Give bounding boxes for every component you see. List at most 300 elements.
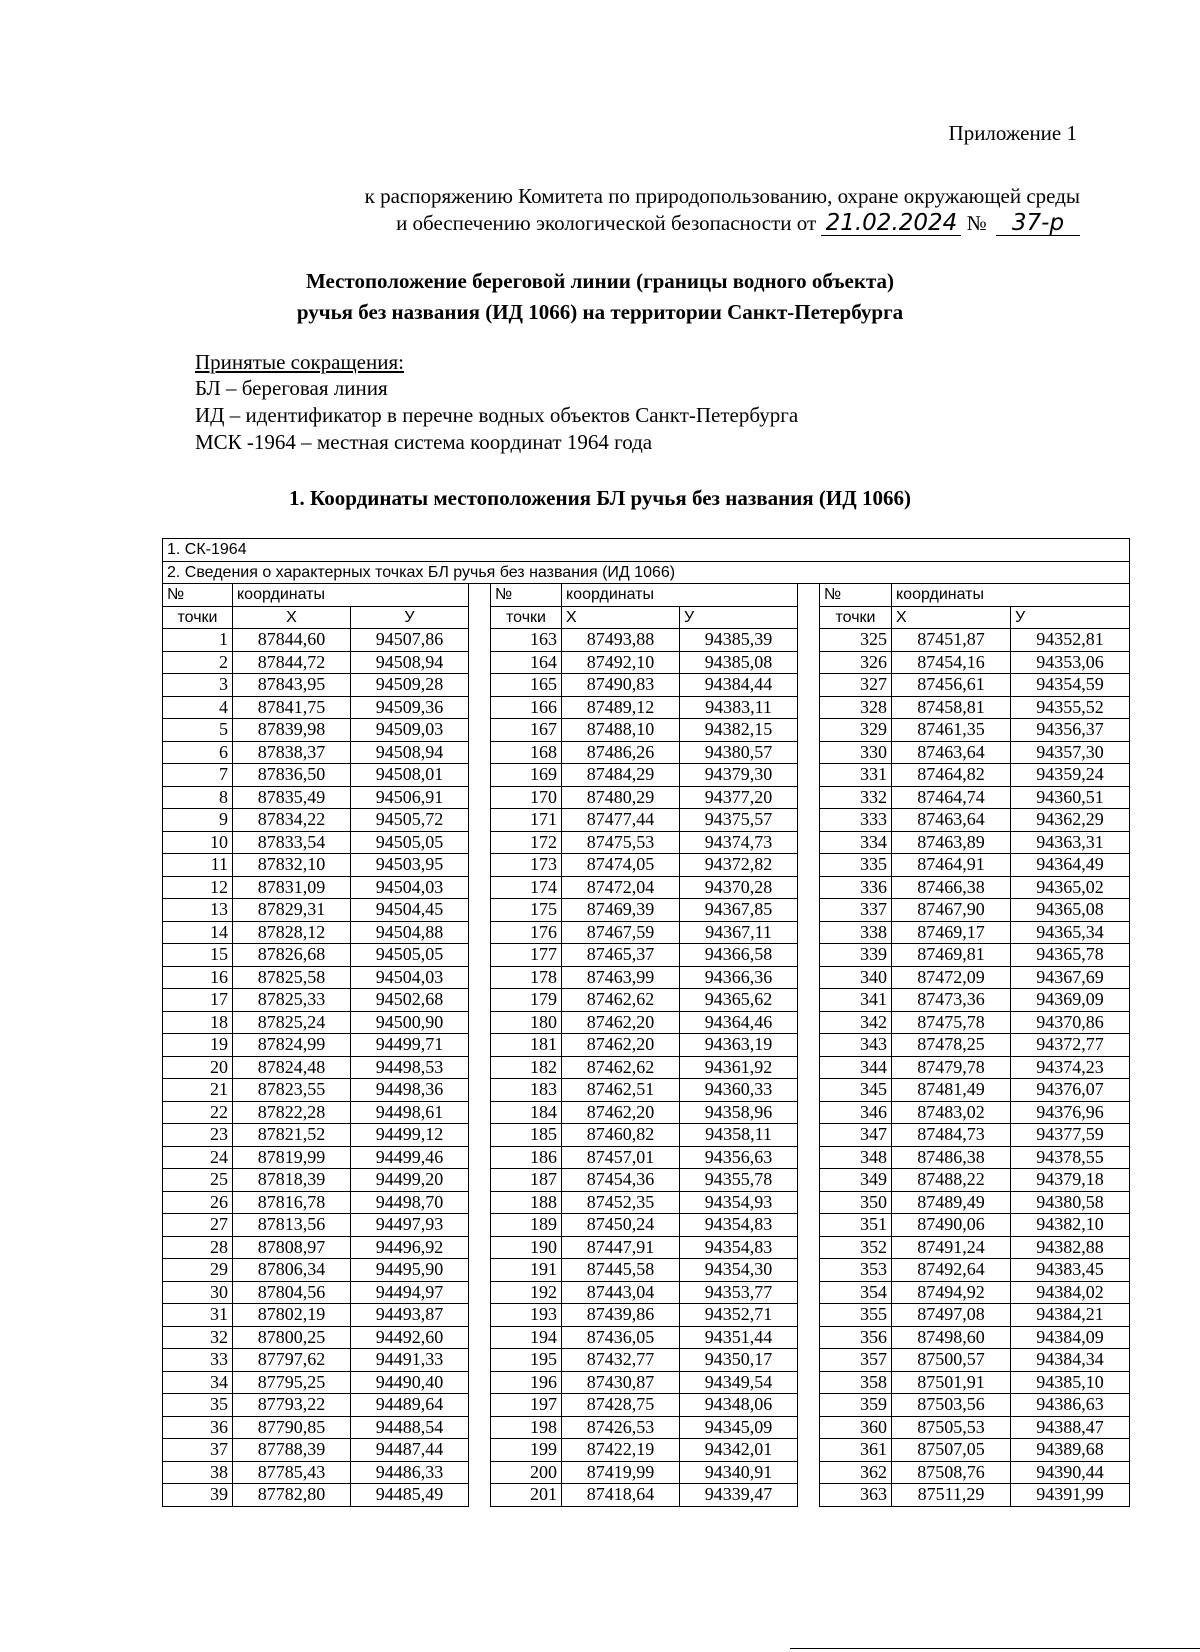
coord-x-cell: 87484,29 [562, 764, 680, 787]
coord-x-cell: 87463,99 [562, 966, 680, 989]
table-row [163, 719, 1130, 742]
coord-x-cell: 87494,92 [892, 1281, 1011, 1304]
coord-y-cell: 94365,62 [680, 989, 798, 1012]
coord-y-cell: 94376,96 [1011, 1101, 1130, 1124]
column-gap [469, 1124, 491, 1147]
point-number-cell: 328 [820, 696, 892, 719]
section-title: 1. Координаты местоположения БЛ ручья без названия (ИД 1066) [289, 486, 911, 510]
coord-x-cell: 87844,72 [233, 651, 351, 674]
point-number-cell: 200 [491, 1461, 562, 1484]
table-row [163, 876, 1130, 899]
column-gap [469, 719, 491, 742]
column-gap [469, 764, 491, 787]
coord-y-cell: 94354,30 [680, 1259, 798, 1282]
coord-y-cell: 94493,87 [351, 1304, 469, 1327]
table-row [163, 741, 1130, 764]
table-row [163, 1349, 1130, 1372]
column-gap [798, 651, 820, 674]
column-gap [469, 1439, 491, 1462]
coord-x-cell: 87511,29 [892, 1484, 1011, 1507]
coord-y-cell: 94509,36 [351, 696, 469, 719]
point-number-cell: 6 [163, 741, 233, 764]
document-title-line-1: Местоположение береговой линии (границы водного объекта) [305, 269, 895, 293]
table-row [163, 1079, 1130, 1102]
coord-x-cell: 87826,68 [233, 944, 351, 967]
coord-y-cell: 94505,05 [351, 944, 469, 967]
coord-y-cell: 94362,29 [1011, 809, 1130, 832]
coord-y-cell: 94499,71 [351, 1034, 469, 1057]
coord-x-cell: 87797,62 [233, 1349, 351, 1372]
column-gap [469, 921, 491, 944]
column-gap [469, 1304, 491, 1327]
coord-x-cell: 87467,59 [562, 921, 680, 944]
coord-y-cell: 94354,93 [680, 1191, 798, 1214]
coord-x-cell: 87458,81 [892, 696, 1011, 719]
coord-x-cell: 87418,64 [562, 1484, 680, 1507]
coord-x-cell: 87489,49 [892, 1191, 1011, 1214]
point-number-cell: 336 [820, 876, 892, 899]
coord-y-cell: 94365,02 [1011, 876, 1130, 899]
coord-x-cell: 87480,29 [562, 786, 680, 809]
column-gap [798, 1214, 820, 1237]
coord-x-cell: 87498,60 [892, 1326, 1011, 1349]
coord-x-cell: 87795,25 [233, 1371, 351, 1394]
point-number-cell: 192 [491, 1281, 562, 1304]
point-number-cell: 18 [163, 1011, 233, 1034]
table-row [163, 944, 1130, 967]
point-number-cell: 187 [491, 1169, 562, 1192]
coord-x-cell: 87454,16 [892, 651, 1011, 674]
table-row [163, 1281, 1130, 1304]
coord-x-cell: 87457,01 [562, 1146, 680, 1169]
point-number-cell: 5 [163, 719, 233, 742]
point-number-cell: 361 [820, 1439, 892, 1462]
point-number-cell: 26 [163, 1191, 233, 1214]
column-header-x: X [233, 606, 351, 629]
column-gap [469, 966, 491, 989]
coord-y-cell: 94365,78 [1011, 944, 1130, 967]
coord-x-cell: 87488,22 [892, 1169, 1011, 1192]
number-sign: № [966, 211, 987, 235]
coord-y-cell: 94374,23 [1011, 1056, 1130, 1079]
table-row [163, 1394, 1130, 1417]
coord-x-cell: 87463,89 [892, 831, 1011, 854]
coord-y-cell: 94504,03 [351, 966, 469, 989]
column-gap [469, 876, 491, 899]
coord-y-cell: 94372,77 [1011, 1034, 1130, 1057]
point-number-cell: 177 [491, 944, 562, 967]
coord-y-cell: 94499,20 [351, 1169, 469, 1192]
table-row [163, 674, 1130, 697]
point-number-cell: 197 [491, 1394, 562, 1417]
coord-y-cell: 94497,93 [351, 1214, 469, 1237]
coord-y-cell: 94504,88 [351, 921, 469, 944]
point-number-cell: 171 [491, 809, 562, 832]
coord-x-cell: 87825,33 [233, 989, 351, 1012]
point-number-cell: 16 [163, 966, 233, 989]
column-header-no: № [163, 584, 233, 607]
column-gap [798, 741, 820, 764]
coord-x-cell: 87825,24 [233, 1011, 351, 1034]
column-header-point: точки [491, 606, 562, 629]
coord-y-cell: 94367,85 [680, 899, 798, 922]
coord-x-cell: 87486,26 [562, 741, 680, 764]
table-system-row [163, 539, 1130, 562]
table-row [163, 1191, 1130, 1214]
column-header-y: У [351, 606, 469, 629]
point-number-cell: 189 [491, 1214, 562, 1237]
coord-x-cell: 87828,12 [233, 921, 351, 944]
coord-y-cell: 94370,28 [680, 876, 798, 899]
table-info-row [163, 561, 1130, 584]
coord-y-cell: 94365,08 [1011, 899, 1130, 922]
column-header-coords: координаты [892, 584, 1130, 607]
coord-x-cell: 87473,36 [892, 989, 1011, 1012]
coord-x-cell: 87466,38 [892, 876, 1011, 899]
point-number-cell: 4 [163, 696, 233, 719]
point-number-cell: 174 [491, 876, 562, 899]
point-number-cell: 170 [491, 786, 562, 809]
appendix-label: Приложение 1 [948, 121, 1077, 145]
coord-x-cell: 87465,37 [562, 944, 680, 967]
point-number-cell: 184 [491, 1101, 562, 1124]
column-gap [798, 1034, 820, 1057]
point-number-cell: 179 [491, 989, 562, 1012]
point-number-cell: 39 [163, 1484, 233, 1507]
table-row [163, 1124, 1130, 1147]
point-number-cell: 355 [820, 1304, 892, 1327]
point-number-cell: 342 [820, 1011, 892, 1034]
column-header-point: точки [820, 606, 892, 629]
coord-x-cell: 87790,85 [233, 1416, 351, 1439]
coord-x-cell: 87422,19 [562, 1439, 680, 1462]
point-number-cell: 163 [491, 629, 562, 652]
column-gap [798, 1124, 820, 1147]
column-gap [469, 1214, 491, 1237]
coord-x-cell: 87460,82 [562, 1124, 680, 1147]
coord-y-cell: 94503,95 [351, 854, 469, 877]
column-gap [798, 606, 820, 629]
column-gap [798, 674, 820, 697]
coord-y-cell: 94383,45 [1011, 1259, 1130, 1282]
coord-y-cell: 94374,73 [680, 831, 798, 854]
coord-y-cell: 94376,07 [1011, 1079, 1130, 1102]
point-number-cell: 185 [491, 1124, 562, 1147]
coord-x-cell: 87839,98 [233, 719, 351, 742]
coord-x-cell: 87469,17 [892, 921, 1011, 944]
point-number-cell: 9 [163, 809, 233, 832]
column-gap [469, 854, 491, 877]
column-gap [469, 606, 491, 629]
coord-y-cell: 94502,68 [351, 989, 469, 1012]
point-number-cell: 360 [820, 1416, 892, 1439]
coord-y-cell: 94498,53 [351, 1056, 469, 1079]
column-gap [798, 1394, 820, 1417]
coord-y-cell: 94354,83 [680, 1214, 798, 1237]
coord-x-cell: 87824,48 [233, 1056, 351, 1079]
table-row [163, 989, 1130, 1012]
coord-y-cell: 94353,77 [680, 1281, 798, 1304]
column-gap [469, 696, 491, 719]
column-gap [469, 944, 491, 967]
coord-x-cell: 87818,39 [233, 1169, 351, 1192]
point-number-cell: 173 [491, 854, 562, 877]
column-gap [798, 831, 820, 854]
column-gap [469, 1146, 491, 1169]
point-number-cell: 359 [820, 1394, 892, 1417]
table-row [163, 786, 1130, 809]
point-number-cell: 352 [820, 1236, 892, 1259]
coord-y-cell: 94342,01 [680, 1439, 798, 1462]
column-gap [798, 1191, 820, 1214]
column-gap [798, 1439, 820, 1462]
column-gap [469, 1011, 491, 1034]
coord-x-cell: 87447,91 [562, 1236, 680, 1259]
coord-y-cell: 94384,34 [1011, 1349, 1130, 1372]
coord-y-cell: 94354,59 [1011, 674, 1130, 697]
coord-x-cell: 87835,49 [233, 786, 351, 809]
footer-rule [790, 1648, 1200, 1649]
abbreviation-item: ИД – идентификатор в перечне водных объектов Санкт-Петербурга [195, 403, 799, 427]
column-gap [469, 831, 491, 854]
column-header-coords: координаты [562, 584, 798, 607]
coord-x-cell: 87439,86 [562, 1304, 680, 1327]
table-row [163, 764, 1130, 787]
point-number-cell: 178 [491, 966, 562, 989]
coord-x-cell: 87822,28 [233, 1101, 351, 1124]
coord-y-cell: 94356,37 [1011, 719, 1130, 742]
point-number-cell: 172 [491, 831, 562, 854]
coord-x-cell: 87469,81 [892, 944, 1011, 967]
coord-y-cell: 94505,05 [351, 831, 469, 854]
column-gap [798, 1011, 820, 1034]
point-number-cell: 346 [820, 1101, 892, 1124]
point-number-cell: 351 [820, 1214, 892, 1237]
table-row [163, 921, 1130, 944]
table-row [163, 1304, 1130, 1327]
coord-x-cell: 87463,64 [892, 809, 1011, 832]
column-gap [469, 741, 491, 764]
coord-x-cell: 87462,51 [562, 1079, 680, 1102]
coord-x-cell: 87451,87 [892, 629, 1011, 652]
coord-y-cell: 94382,10 [1011, 1214, 1130, 1237]
coord-y-cell: 94339,47 [680, 1484, 798, 1507]
coord-y-cell: 94379,18 [1011, 1169, 1130, 1192]
column-gap [469, 1101, 491, 1124]
coord-x-cell: 87483,02 [892, 1101, 1011, 1124]
point-number-cell: 193 [491, 1304, 562, 1327]
coord-x-cell: 87430,87 [562, 1371, 680, 1394]
point-number-cell: 164 [491, 651, 562, 674]
column-gap [469, 1034, 491, 1057]
column-gap [469, 1484, 491, 1507]
point-number-cell: 186 [491, 1146, 562, 1169]
coord-y-cell: 94363,19 [680, 1034, 798, 1057]
handwritten-order-number: 37-р [996, 211, 1080, 236]
coord-x-cell: 87497,08 [892, 1304, 1011, 1327]
point-number-cell: 166 [491, 696, 562, 719]
coord-x-cell: 87472,09 [892, 966, 1011, 989]
coord-x-cell: 87844,60 [233, 629, 351, 652]
coord-y-cell: 94489,64 [351, 1394, 469, 1417]
coord-x-cell: 87808,97 [233, 1236, 351, 1259]
column-gap [798, 1236, 820, 1259]
coord-x-cell: 87802,19 [233, 1304, 351, 1327]
column-gap [469, 629, 491, 652]
coord-y-cell: 94498,70 [351, 1191, 469, 1214]
point-number-cell: 181 [491, 1034, 562, 1057]
point-number-cell: 13 [163, 899, 233, 922]
table-row [163, 1236, 1130, 1259]
point-number-cell: 339 [820, 944, 892, 967]
point-number-cell: 327 [820, 674, 892, 697]
coord-x-cell: 87823,55 [233, 1079, 351, 1102]
table-row [163, 696, 1130, 719]
order-reference-text: и обеспечению экологической безопасности от [396, 211, 817, 235]
point-number-cell: 165 [491, 674, 562, 697]
coord-y-cell: 94370,86 [1011, 1011, 1130, 1034]
point-number-cell: 348 [820, 1146, 892, 1169]
coord-x-cell: 87436,05 [562, 1326, 680, 1349]
coord-x-cell: 87428,75 [562, 1394, 680, 1417]
column-gap [798, 1461, 820, 1484]
point-number-cell: 37 [163, 1439, 233, 1462]
table-row [163, 1214, 1130, 1237]
table-row [163, 1484, 1130, 1507]
table-header-row-2 [163, 606, 1130, 629]
coord-x-cell: 87454,36 [562, 1169, 680, 1192]
point-number-cell: 362 [820, 1461, 892, 1484]
coord-y-cell: 94378,55 [1011, 1146, 1130, 1169]
coord-y-cell: 94491,33 [351, 1349, 469, 1372]
coord-x-cell: 87806,34 [233, 1259, 351, 1282]
coord-y-cell: 94355,52 [1011, 696, 1130, 719]
table-row [163, 1169, 1130, 1192]
coord-y-cell: 94385,10 [1011, 1371, 1130, 1394]
column-gap [469, 1079, 491, 1102]
coord-x-cell: 87456,61 [892, 674, 1011, 697]
column-gap [469, 989, 491, 1012]
point-number-cell: 182 [491, 1056, 562, 1079]
column-gap [798, 719, 820, 742]
coord-x-cell: 87443,04 [562, 1281, 680, 1304]
coord-y-cell: 94352,71 [680, 1304, 798, 1327]
point-number-cell: 23 [163, 1124, 233, 1147]
column-header-y: У [680, 606, 798, 629]
coord-x-cell: 87829,31 [233, 899, 351, 922]
point-number-cell: 343 [820, 1034, 892, 1057]
coord-y-cell: 94353,06 [1011, 651, 1130, 674]
coord-x-cell: 87832,10 [233, 854, 351, 877]
coord-x-cell: 87432,77 [562, 1349, 680, 1372]
table-row [163, 1056, 1130, 1079]
coord-x-cell: 87493,88 [562, 629, 680, 652]
point-number-cell: 332 [820, 786, 892, 809]
column-gap [798, 854, 820, 877]
coord-y-cell: 94348,06 [680, 1394, 798, 1417]
point-number-cell: 345 [820, 1079, 892, 1102]
coord-x-cell: 87834,22 [233, 809, 351, 832]
table-row [163, 1461, 1130, 1484]
coord-y-cell: 94495,90 [351, 1259, 469, 1282]
table-info-cell: 2. Сведения о характерных точках БЛ ручья без названия (ИД 1066) [163, 561, 1130, 584]
point-number-cell: 12 [163, 876, 233, 899]
column-gap [469, 1371, 491, 1394]
coord-x-cell: 87450,24 [562, 1214, 680, 1237]
column-gap [798, 1371, 820, 1394]
coord-x-cell: 87464,82 [892, 764, 1011, 787]
order-reference-line-1: к распоряжению Комитета по природопользованию, охране окружающей среды [364, 184, 1080, 208]
coord-y-cell: 94500,90 [351, 1011, 469, 1034]
point-number-cell: 329 [820, 719, 892, 742]
coord-y-cell: 94390,44 [1011, 1461, 1130, 1484]
coord-x-cell: 87462,20 [562, 1034, 680, 1057]
point-number-cell: 36 [163, 1416, 233, 1439]
coord-y-cell: 94356,63 [680, 1146, 798, 1169]
coord-y-cell: 94384,44 [680, 674, 798, 697]
coord-y-cell: 94375,57 [680, 809, 798, 832]
point-number-cell: 194 [491, 1326, 562, 1349]
coord-y-cell: 94364,49 [1011, 854, 1130, 877]
point-number-cell: 34 [163, 1371, 233, 1394]
column-header-y: У [1011, 606, 1130, 629]
column-gap [798, 966, 820, 989]
point-number-cell: 344 [820, 1056, 892, 1079]
column-gap [798, 944, 820, 967]
table-row [163, 1101, 1130, 1124]
coord-x-cell: 87838,37 [233, 741, 351, 764]
coord-x-cell: 87831,09 [233, 876, 351, 899]
coord-y-cell: 94496,92 [351, 1236, 469, 1259]
column-gap [798, 899, 820, 922]
coord-y-cell: 94504,03 [351, 876, 469, 899]
coord-x-cell: 87788,39 [233, 1439, 351, 1462]
point-number-cell: 24 [163, 1146, 233, 1169]
table-row [163, 1034, 1130, 1057]
column-gap [469, 651, 491, 674]
coord-x-cell: 87488,10 [562, 719, 680, 742]
coord-y-cell: 94389,68 [1011, 1439, 1130, 1462]
coord-y-cell: 94508,94 [351, 651, 469, 674]
column-gap [798, 1079, 820, 1102]
point-number-cell: 28 [163, 1236, 233, 1259]
coord-x-cell: 87467,90 [892, 899, 1011, 922]
coord-x-cell: 87843,95 [233, 674, 351, 697]
column-gap [469, 786, 491, 809]
coord-y-cell: 94360,33 [680, 1079, 798, 1102]
point-number-cell: 7 [163, 764, 233, 787]
table-row [163, 629, 1130, 652]
point-number-cell: 349 [820, 1169, 892, 1192]
point-number-cell: 175 [491, 899, 562, 922]
coord-y-cell: 94367,69 [1011, 966, 1130, 989]
coord-y-cell: 94377,20 [680, 786, 798, 809]
column-gap [469, 674, 491, 697]
column-gap [798, 921, 820, 944]
coord-x-cell: 87491,24 [892, 1236, 1011, 1259]
coord-y-cell: 94360,51 [1011, 786, 1130, 809]
coord-x-cell: 87819,99 [233, 1146, 351, 1169]
coord-y-cell: 94388,47 [1011, 1416, 1130, 1439]
coord-y-cell: 94508,01 [351, 764, 469, 787]
coord-x-cell: 87484,73 [892, 1124, 1011, 1147]
column-gap [798, 1056, 820, 1079]
point-number-cell: 29 [163, 1259, 233, 1282]
point-number-cell: 15 [163, 944, 233, 967]
column-header-x: X [562, 606, 680, 629]
point-number-cell: 14 [163, 921, 233, 944]
coord-y-cell: 94508,94 [351, 741, 469, 764]
